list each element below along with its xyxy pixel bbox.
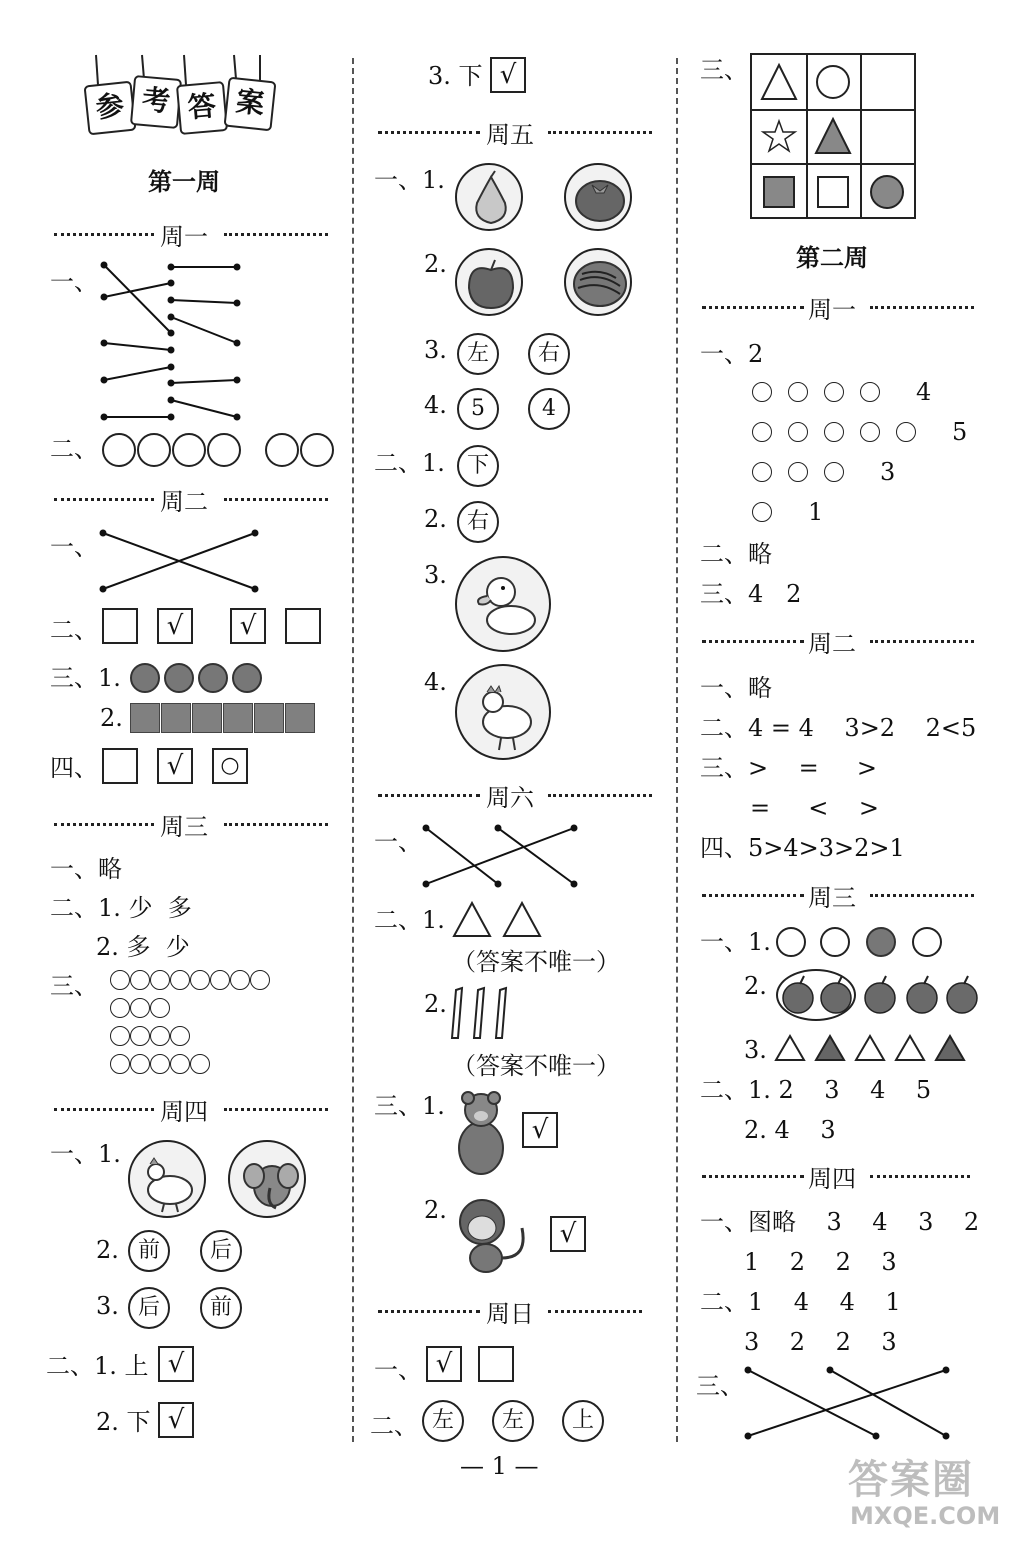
- answer-circle: [172, 433, 206, 467]
- divider-left: [54, 1108, 154, 1111]
- small-circle: [150, 1054, 170, 1074]
- count-number: 1: [808, 498, 824, 526]
- answer-circle-4: 4: [528, 388, 570, 430]
- small-circle: [110, 970, 130, 990]
- check-box: √: [230, 608, 266, 644]
- divider-right: [548, 794, 652, 797]
- divider-right: [870, 306, 974, 309]
- small-circle: [210, 970, 230, 990]
- q-label: 4.: [424, 668, 447, 696]
- divider-right: [870, 894, 974, 897]
- divider-left: [378, 131, 480, 134]
- elephant-picture: [228, 1140, 306, 1218]
- filled-square: [192, 703, 222, 733]
- check-box: ○: [212, 748, 248, 784]
- filled-circle: [164, 663, 194, 693]
- matching-lines-thu-w2: [740, 1362, 960, 1444]
- apple-row: [780, 972, 980, 1018]
- answer-line: 三、> = >: [700, 754, 877, 782]
- check-box: √: [158, 1402, 194, 1438]
- q-label: 3.: [96, 1292, 119, 1320]
- count-circle: [860, 422, 880, 442]
- q-label: 二、: [370, 1412, 418, 1440]
- count-circle: [752, 382, 772, 402]
- small-circle: [190, 1054, 210, 1074]
- banner-card-4: 案: [224, 77, 277, 132]
- circle-rows: [110, 970, 290, 1080]
- stick-group: [452, 984, 522, 1042]
- answer-circle-left: 左: [492, 1400, 534, 1442]
- watermark-url: MXQE.COM: [850, 1502, 1001, 1530]
- bear-icon: [446, 1088, 516, 1180]
- q-label: 2.: [96, 1236, 119, 1264]
- answer-line: 2. 多 少: [96, 933, 190, 961]
- answer-circle-back: 后: [200, 1230, 242, 1272]
- hen-picture: [455, 664, 551, 760]
- banner-card-2: 考: [130, 75, 182, 129]
- q-label: 三、1.: [50, 664, 121, 692]
- section-tue-w1: 周二: [160, 488, 208, 516]
- answer-line: 一、2: [700, 340, 764, 368]
- answer-line: 一、略: [700, 674, 772, 702]
- watermark-text: 答案圈: [848, 1457, 974, 1503]
- answer-circle-front: 前: [200, 1287, 242, 1329]
- check-box: [102, 608, 138, 644]
- small-circle: [150, 970, 170, 990]
- triangle-pair: [452, 900, 552, 940]
- filled-square: [130, 703, 160, 733]
- check-box: [102, 748, 138, 784]
- divider-right: [224, 498, 328, 501]
- filled-circle: [866, 927, 896, 957]
- divider-right: [224, 1108, 328, 1111]
- check-box: √: [426, 1346, 462, 1382]
- q-label: 四、: [50, 754, 98, 782]
- q-label: 3.: [744, 1036, 767, 1064]
- check-box: [478, 1346, 514, 1382]
- answer-circle-down: 下: [457, 445, 499, 487]
- filled-circle: [198, 663, 228, 693]
- small-circle: [190, 970, 210, 990]
- note: （答案不唯一）: [452, 1052, 620, 1080]
- watermelon-picture: [564, 248, 632, 316]
- page-number: — 1 —: [460, 1452, 539, 1480]
- apple-picture: [455, 248, 523, 316]
- small-circle: [170, 970, 190, 990]
- q-label: 3.: [424, 561, 447, 589]
- monkey-picture: [446, 1192, 538, 1278]
- bear-picture: [446, 1088, 516, 1180]
- pear-picture: [455, 163, 523, 231]
- divider-right: [870, 1175, 970, 1178]
- divider-left: [702, 894, 804, 897]
- count-circle: [896, 422, 916, 442]
- check-box: [285, 608, 321, 644]
- answer-circle-right: 右: [457, 501, 499, 543]
- divider-left: [54, 823, 154, 826]
- answer-line: 2. 下: [96, 1408, 151, 1436]
- tomato-icon: [566, 165, 632, 231]
- q-label: 二、1.: [374, 449, 445, 477]
- divider-left: [54, 498, 154, 501]
- q-label: 2.: [100, 704, 123, 732]
- answer-line: 四、5>4>3>2>1: [700, 834, 905, 862]
- column-separator-1: [352, 58, 354, 1442]
- answer-line: 二、1. 少 多: [50, 894, 192, 922]
- section-mon-w1: 周一: [160, 223, 208, 251]
- q-label: 三、1.: [374, 1092, 445, 1120]
- q-label: 2.: [424, 990, 447, 1018]
- count-number: 3: [880, 458, 896, 486]
- filled-square: [161, 703, 191, 733]
- filled-square: [254, 703, 284, 733]
- filled-triangle: [936, 1036, 964, 1060]
- count-circle: [752, 422, 772, 442]
- check-box: √: [157, 608, 193, 644]
- count-circle: [824, 462, 844, 482]
- answer-line: 二、4 = 4 3>2 2<5: [700, 714, 977, 742]
- section-tue-w2: 周二: [808, 630, 856, 658]
- q-label: 三、: [700, 56, 748, 84]
- answer-circle: [265, 433, 299, 467]
- answer-circle-front: 前: [128, 1230, 170, 1272]
- answer-circle-up: 上: [562, 1400, 604, 1442]
- hen-picture: [128, 1140, 206, 1218]
- answer-circle-right: 右: [528, 333, 570, 375]
- elephant-icon: [230, 1142, 306, 1218]
- count-circle: [788, 382, 808, 402]
- answer-line: 二、1 4 4 1: [700, 1288, 901, 1316]
- section-sun: 周日: [486, 1300, 534, 1328]
- q-label: 一、1.: [700, 928, 771, 956]
- note: （答案不唯一）: [452, 948, 620, 976]
- banner-card-1: 参: [84, 81, 137, 136]
- q-label: 一、: [374, 1356, 422, 1384]
- section-thu-w1: 周四: [160, 1098, 208, 1126]
- watermark-logo: [842, 1448, 1022, 1540]
- answer-circle: [300, 433, 334, 467]
- empty-circle: [776, 927, 806, 957]
- small-circle: [170, 1054, 190, 1074]
- count-circle: [824, 422, 844, 442]
- q-label: 三、: [50, 972, 98, 1000]
- section-mon-w2: 周一: [808, 296, 856, 324]
- count-circle: [788, 462, 808, 482]
- answer-line: 3. 下: [428, 62, 483, 90]
- apple-icon: [457, 250, 523, 316]
- check-box: √: [522, 1112, 558, 1148]
- divider-left: [378, 794, 480, 797]
- small-circle: [130, 970, 150, 990]
- divider-right: [870, 640, 974, 643]
- divider-right: [548, 131, 652, 134]
- small-circle: [110, 998, 130, 1018]
- empty-circle: [912, 927, 942, 957]
- answer-line: 一、略: [50, 855, 122, 883]
- answer-circle: [137, 433, 171, 467]
- q-label: 一、: [50, 533, 98, 561]
- circle-count-rows: [752, 378, 982, 538]
- small-circle: [250, 970, 270, 990]
- divider-right: [224, 233, 328, 236]
- matching-lines-mon: [95, 255, 255, 430]
- check-box: √: [550, 1216, 586, 1252]
- count-circle: [788, 422, 808, 442]
- count-circle: [860, 382, 880, 402]
- tomato-picture: [564, 163, 632, 231]
- count-circle: [824, 382, 844, 402]
- small-circle: [130, 1026, 150, 1046]
- q-label: 三、: [696, 1372, 744, 1400]
- week2-title: 第二周: [796, 244, 868, 272]
- answer-line: 三、4 2: [700, 580, 802, 608]
- filled-square: [285, 703, 315, 733]
- small-circle: [110, 1054, 130, 1074]
- q-label: 二、: [50, 616, 98, 644]
- small-circle: [150, 998, 170, 1018]
- divider-right: [548, 1310, 642, 1313]
- q-label: 4.: [424, 391, 447, 419]
- filled-square: [223, 703, 253, 733]
- count-number: 5: [952, 418, 968, 446]
- empty-triangle: [896, 1036, 924, 1060]
- divider-left: [702, 306, 804, 309]
- small-circle: [110, 1026, 130, 1046]
- answer-line: = < >: [750, 794, 879, 822]
- count-circle: [752, 462, 772, 482]
- filled-triangle: [816, 1036, 844, 1060]
- divider-left: [54, 233, 154, 236]
- empty-circle: [820, 927, 850, 957]
- count-circle: [752, 502, 772, 522]
- answer-line: 二、略: [700, 540, 772, 568]
- divider-left: [702, 1175, 804, 1178]
- triangle-row: [776, 1034, 976, 1062]
- section-wed-w2: 周三: [808, 884, 856, 912]
- matching-lines-tue: [95, 525, 265, 600]
- q-label: 2.: [424, 250, 447, 278]
- answer-line: 1 2 2 3: [744, 1248, 897, 1276]
- check-box: √: [158, 1346, 194, 1382]
- answer-circle-back: 后: [128, 1287, 170, 1329]
- answer-line: 一、图略 3 4 3 2: [700, 1208, 980, 1236]
- shape-grid: [750, 53, 916, 219]
- divider-left: [378, 1310, 480, 1313]
- small-circle: [130, 998, 150, 1018]
- divider-right: [224, 823, 328, 826]
- watermelon-icon: [566, 250, 632, 316]
- q-label: 二、: [50, 435, 98, 463]
- section-thu-w2: 周四: [808, 1165, 856, 1193]
- q-label: 3.: [424, 336, 447, 364]
- empty-triangle: [776, 1036, 804, 1060]
- q-label: 一、1.: [50, 1140, 121, 1168]
- count-number: 4: [916, 378, 932, 406]
- column-separator-2: [676, 58, 678, 1442]
- answer-banner: [84, 55, 284, 135]
- filled-circle: [130, 663, 160, 693]
- filled-circle: [232, 663, 262, 693]
- monkey-icon: [446, 1192, 538, 1278]
- grid-shapes: [752, 55, 914, 217]
- duck-icon: [457, 558, 551, 652]
- q-label: 一、1.: [374, 166, 445, 194]
- small-circle: [150, 1026, 170, 1046]
- answer-line: 3 2 2 3: [744, 1328, 897, 1356]
- answer-circle: [207, 433, 241, 467]
- pear-icon: [457, 165, 523, 231]
- q-label: 2.: [744, 972, 767, 1000]
- check-box: √: [157, 748, 193, 784]
- small-circle: [170, 1026, 190, 1046]
- q-label: 2.: [424, 1196, 447, 1224]
- q-label: 二、1.: [374, 906, 445, 934]
- answer-circle: [102, 433, 136, 467]
- check-box: √: [490, 57, 526, 93]
- divider-left: [702, 640, 804, 643]
- duck-picture: [455, 556, 551, 652]
- matching-lines-sat: [418, 820, 586, 892]
- answer-circle-left: 左: [457, 333, 499, 375]
- section-wed-w1: 周三: [160, 813, 208, 841]
- answer-line: 二、1. 2 3 4 5: [700, 1076, 932, 1104]
- banner-card-3: 答: [176, 81, 228, 135]
- answer-circle-5: 5: [457, 388, 499, 430]
- section-sat: 周六: [486, 784, 534, 812]
- answer-line: 二、1. 上: [46, 1352, 149, 1380]
- answer-line: 2. 4 3: [744, 1116, 836, 1144]
- hen-icon: [457, 666, 551, 760]
- small-circle: [130, 1054, 150, 1074]
- week1-title: 第一周: [148, 168, 220, 196]
- q-label: 一、: [50, 268, 98, 296]
- hen-icon: [130, 1142, 206, 1218]
- section-fri: 周五: [486, 121, 534, 149]
- q-label: 一、: [374, 828, 422, 856]
- small-circle: [230, 970, 250, 990]
- q-label: 2.: [424, 505, 447, 533]
- answer-circle-left: 左: [422, 1400, 464, 1442]
- empty-triangle: [856, 1036, 884, 1060]
